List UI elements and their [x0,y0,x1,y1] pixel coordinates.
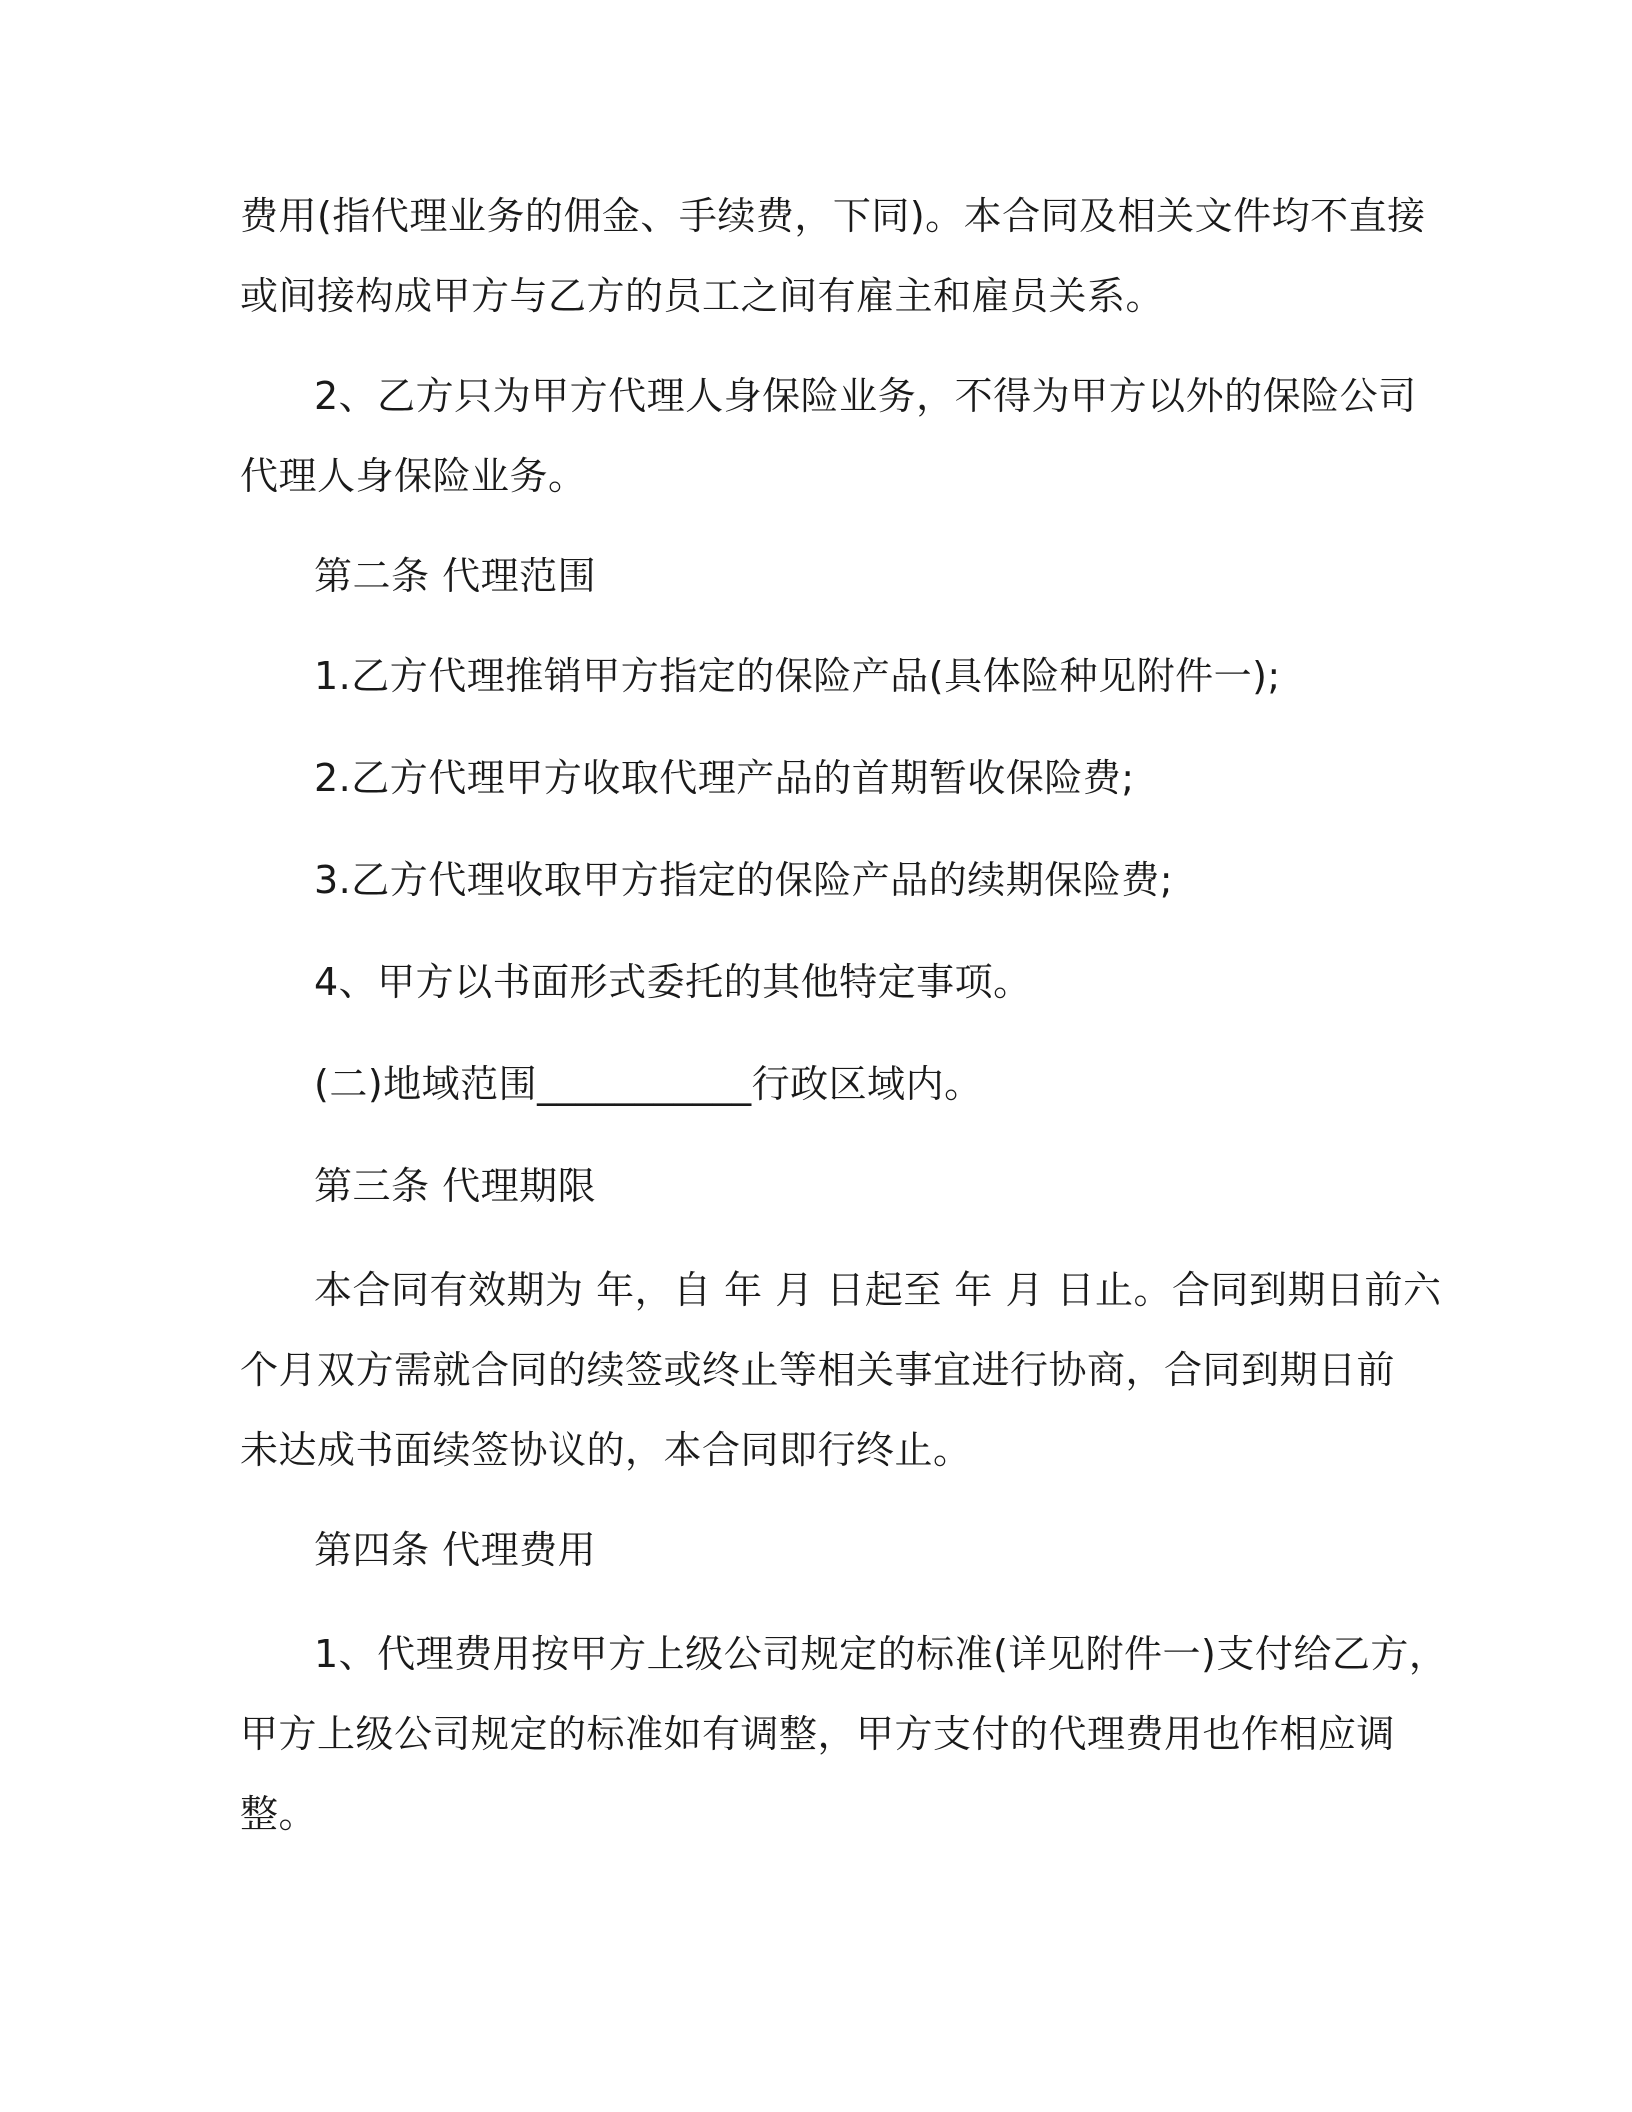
paragraph-line: 1、代理费用按甲方上级公司规定的标准(详见附件一)支付给乙方， [314,1632,1448,1676]
paragraph-line: 本合同有效期为 年，自 年 月 日起至 年 月 日止。合同到期日前六 [314,1268,1442,1312]
paragraph-line: 整。 [240,1792,318,1836]
paragraph-line: 费用(指代理业务的佣金、手续费，下同)。本合同及相关文件均不直接 [240,194,1426,238]
section-heading: 第三条 代理期限 [314,1164,597,1208]
list-item: 4、甲方以书面形式委托的其他特定事项。 [314,960,1032,1004]
paragraph-line: 2、乙方只为甲方代理人身保险业务，不得为甲方以外的保险公司 [314,374,1417,418]
paragraph-line: 未达成书面续签协议的，本合同即行终止。 [240,1428,972,1472]
paragraph-line: 甲方上级公司规定的标准如有调整，甲方支付的代理费用也作相应调 [240,1712,1396,1756]
list-item: 2.乙方代理甲方收取代理产品的首期暂收保险费; [314,756,1135,800]
section-heading: 第二条 代理范围 [314,554,597,598]
list-item: (二)地域范围___________行政区域内。 [314,1062,983,1106]
paragraph-line: 个月双方需就合同的续签或终止等相关事宜进行协商，合同到期日前 [240,1348,1396,1392]
list-item: 1.乙方代理推销甲方指定的保险产品(具体险种见附件一); [314,654,1281,698]
list-item: 3.乙方代理收取甲方指定的保险产品的续期保险费; [314,858,1174,902]
section-heading: 第四条 代理费用 [314,1528,597,1572]
paragraph-line: 或间接构成甲方与乙方的员工之间有雇主和雇员关系。 [240,274,1165,318]
paragraph-line: 代理人身保险业务。 [240,454,587,498]
